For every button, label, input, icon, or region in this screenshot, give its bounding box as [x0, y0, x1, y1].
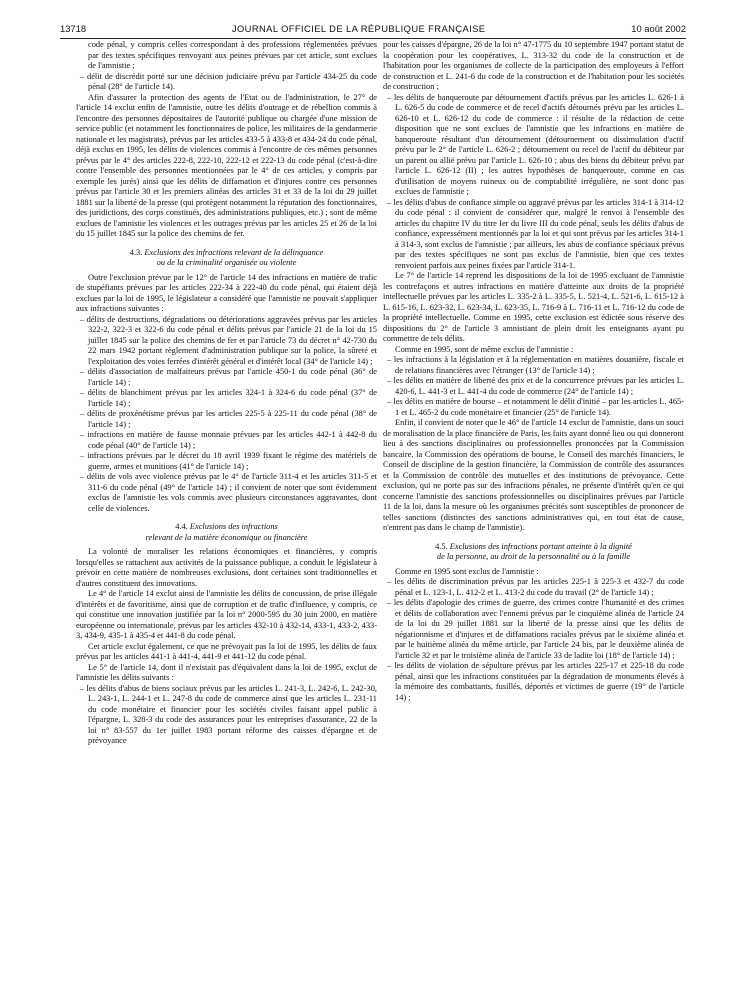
section-heading-4-4	[76, 522, 377, 543]
paragraph: La volonté de moraliser les relations économiques et financières, y compris lorsqu'elles se rattachent aux activités de la puissance publique, a conduit le législateur à prévoir en cette matière de nombreuses exclusions, dont certaines sont traditionnelles et d'autres constituent des innovations.	[76, 547, 377, 588]
right-column	[383, 40, 684, 980]
list-item: – infractions prévues par le décret du 18 avril 1939 fixant le régime des matériels de guerre, armes et munitions (41° de l'article 14) ;	[76, 451, 377, 472]
paragraph: Afin d'assurer la protection des agents de l'Etat ou de l'administration, le 27° de l'article 14 exclut enfin de l'amnistie, outre les délits d'outrage et de rébellion commis à l'encontre des personnes dépositaires de l'autorité publique ou chargée d'une mission de service public (et notamment les fonctionnaires de police, les militaires de la gendarmerie nationale et les magistrats), prévus par les articles 433-5 à 433-8 et 434-24 du code pénal, déjà exclus en 1995, les délits de violences commis à l'encontre de ces mêmes personnes prévus par le 4° des articles 222-8, 222-10, 222-12 et 222-13 du code pénal (c'est-à-dire contre l'ensemble des personnes mentionnées par le 4° de ces articles, y compris par exemple les jurés) ainsi que les délits de diffamation et d'injures contre ces personnes prévus par l'article 30 et les premiers alinéas des articles 31 et 33 de la loi du 29 juillet 1881 sur la liberté de la presse (qui protègent notamment la réputation des fonctionnaires, des juridictions, des corps constitués, des administrations publiques, etc.) ; sont de même exclues de l'amnistie les violences et les outrages prévus par les articles 25 et 26 de la loi du 15 juillet 1845 sur la police des chemins de fer.	[76, 92, 377, 238]
page-header	[60, 14, 686, 34]
left-column	[76, 40, 377, 980]
list-item: – délits de destructions, dégradations ou détériorations aggravées prévus par les articles 322-2, 322-3 et 322-6 du code pénal et délits prévus par l'article 21 de la loi du 15 juillet 1845 sur la police des chemins de fer et par l'article 73 du décret n° 42-730 du 22 mars 1942 portant règlement d'administration publique sur la police, la sûreté et l'exploitation des voies ferrées d'intérêt général et d'intérêt local (34° de l'article 14) ;	[76, 315, 377, 368]
section-number: 4.3.	[129, 247, 143, 257]
paragraph: Cet article exclut également, ce que ne prévoyait pas la loi de 1995, les délits de faux prévus par les articles 441-1 à 441-4, 441-9 et 441-12 du code pénal.	[76, 641, 377, 661]
section-title-line: Exclusions des infractions portant atteinte à la dignité	[449, 541, 632, 551]
section-title-line: relevant de la matière économique ou financière	[145, 532, 308, 542]
exclusion-list	[383, 93, 684, 272]
section-title-line: Exclusions des infractions	[189, 522, 278, 531]
exclusion-list	[76, 684, 377, 747]
list-item: – les délits d'apologie des crimes de guerre, des crimes contre l'humanité et des crimes et délits de collaboration avec l'ennemi prévus par le cinquième alinéa de l'article 24 de la loi du 29 juillet 1881 sur la liberté de la presse ainsi que les délits de négationnisme et d'injures et de diffamations raciales prévus par le sixième alinéa et par le huitième alinéa du même article, par l'article 24 bis, par le deuxième alinéa de l'article 32 et par le troisième alinéa de l'article 33 de ladite loi (18° de l'article 14) ;	[383, 598, 684, 661]
issue-date: 10 août 2002	[631, 23, 686, 34]
list-item: – les délits d'abus de confiance simple ou aggravé prévus par les articles 314-1 à 314-12 du code pénal : il convient de considérer que, malgré le renvoi à l'ensemble des articles du chapitre IV du titre Ier du livre III du code pénal, seuls les délits d'abus de confiance, expressément mentionnés par la loi et qui sont prévus par les articles 314-1 à 314-3, sont exclus de l'amnistie ; par ailleurs, les abus de confiance spéciaux prévus par des textes spécifiques ne sont pas exclus de l'amnistie, bien que ces textes renvoient parfois aux peines fixées par l'article 314-1.	[383, 198, 684, 272]
page-number: 13718	[60, 23, 87, 34]
paragraph: Le 5° de l'article 14, dont il n'existait pas d'équivalent dans la loi de 1995, exclut de l'amnistie les délits suivants :	[76, 662, 377, 682]
section-title-line: Exclusions des infractions relevant de la délinquance	[144, 247, 324, 257]
journal-title: JOURNAL OFFICIEL DE LA RÉPUBLIQUE FRANÇAISE	[231, 23, 486, 34]
paragraph: Le 7° de l'article 14 reprend les dispositions de la loi de 1995 excluant de l'amnistie les contrefaçons et autres infractions en matière d'atteinte aux droits de la propriété intellectuelle prévues par les articles L. 335-2 à L. 335-5, L. 521-4, L. 521-6, L. 615-12 à L. 615-16, L. 623-32, L. 623-34, L. 623-35, L. 716-9 à L. 716-11 et L. 716-12 du code de la propriété intellectuelle. Comme en 1995, cette exclusion est édictée sous réserve des dispositions du 2° de l'article 3 amnistiant de plein droit les enseignants ayant pu commettre de tels délits.	[383, 271, 684, 343]
section-title-line: de la personne, au droit de la personnalité ou à la famille	[436, 552, 631, 561]
exclusion-list	[383, 577, 684, 703]
list-item: – les délits en matière de bourse – et notamment le délit d'initié – par les articles L. 465-1 et L. 465-2 du code monétaire et financier (25° de l'article 14).	[383, 397, 684, 418]
list-item: – délits de proxénétisme prévus par les articles 225-5 à 225-11 du code pénal (38° de l'article 14) ;	[76, 409, 377, 430]
list-item: – les infractions à la législation et à la réglementation en matières douanière, fiscale et de relations financières avec l'étranger (13° de l'article 14) ;	[383, 355, 684, 376]
header-rule	[60, 38, 686, 39]
list-item: code pénal, y compris celles correspondant à des professions réglementées prévues par des textes spécifiques renvoyant aux peines prévues par cet article, sont exclues de l'amnistie ;	[88, 40, 377, 70]
list-item: – infractions en matière de fausse monnaie prévues par les articles 442-1 à 442-8 du code pénal (40° de l'article 14) ;	[76, 430, 377, 451]
exclusion-list	[383, 355, 684, 418]
list-item: – délits de vols avec violence prévus par le 4° de l'article 311-4 et les articles 311-5 et 311-6 du code pénal (49° de l'article 14) ; il convient de noter que sont évidemment exclus de l'amnistie les vols commis avec plusieurs circonstances aggravantes, dont celle de violences.	[76, 472, 377, 514]
list-item: – les délits de discrimination prévus par les articles 225-1 à 225-3 et 432-7 du code pénal et L. 123-1, L. 412-2 et L. 413-2 du code du travail (2° de l'article 14) ;	[383, 577, 684, 598]
exclusion-list	[76, 40, 377, 93]
paragraph: Comme en 1995, sont de même exclus de l'amnistie :	[395, 344, 574, 354]
section-number: 4.4.	[175, 522, 188, 531]
list-item: – délit de discrédit porté sur une décision judiciaire prévu par l'article 434-25 du code pénal (28° de l'article 14).	[76, 72, 377, 93]
list-item: – les délits de banqueroute par détournement d'actifs prévus par les articles L. 626-1 à L. 626-5 du code de commerce et de recel d'actifs détournés prévu par les articles L. 626-10 et L. 626-12 du code de commerce : il résulte de la rédaction de cette disposition que ne sont exclues de l'amnistie que les infractions en matière de banqueroute résultant d'un détournement (détournement ou dissimulation d'actif prévu par le 2° de l'article L. 626-2 ; détournement ou recel de l'actif du débiteur par un parent ou allié prévu par l'article L. 626-10 ; abus des biens du débiteur prévu par l'article L. 626-12 (II) ; les autres hypothèses de banqueroute, comme en cas d'utilisation de moyens ruineux ou de comptabilité irrégulière, ne sont donc pas exclues de l'amnistie ;	[383, 93, 684, 198]
list-item: – délits de blanchiment prévus par les articles 324-1 à 324-6 du code pénal (37° de l'article 14) ;	[76, 388, 377, 409]
paragraph: Enfin, il convient de noter que le 46° de l'article 14 exclut de l'amnistie, dans un souci de moralisation de la place financière de Paris, les faits ayant donné lieu ou qui donneront lieu à des sanctions disciplinaires ou professionnelles prononcées par la Commission bancaire, la Commission des opérations de bourse, le Conseil des marchés financiers, le Conseil de discipline de la gestion financière, la Commission de contrôle des assurances et la Commission de contrôle des mutuelles et des institutions de prévoyance. Cette exclusion, qui ne porte pas sur des infractions pénales, ne présente d'intérêt qu'en ce qui concerne l'amnistie des sanctions professionnelles ou disciplinaires prévues par l'article 11 de la loi, dans la mesure où les organismes précités sont susceptibles de prononcer de telles sanctions (distinctes des sanctions administratives qui, en tout état de cause, n'entrent pas dans le champ de l'amnistie).	[383, 418, 684, 532]
list-item: – délits d'association de malfaiteurs prévus par l'article 450-1 du code pénal (36° de l'article 14) ;	[76, 367, 377, 388]
list-item: – les délits en matière de liberté des prix et de la concurrence prévues par les articles L. 420-6, L. 441-3 et L. 441-4 du code de commerce (24° de l'article 14) ;	[383, 376, 684, 397]
paragraph: Le 4° de l'article 14 exclut ainsi de l'amnistie les délits de concussion, de prise illégale d'intérêts et de favoritisme, ainsi que de corruption et de trafic d'influence, y compris, ce qui constitue une innovation justifiée par la loi n° 2000-595 du 30 juin 2000, en matière européenne ou internationale, prévus par les articles 432-10 à 432-14, 433-1, 433-2, 433-3, 434-9, 435-1 à 435-4 et 441-8 du code pénal.	[76, 589, 377, 640]
paragraph: Comme en 1995 sont exclus de l'amnistie :	[395, 566, 539, 576]
list-item: – les délits d'abus de biens sociaux prévus par les articles L. 241-3, L. 242-6, L. 242-30, L. 243-1, L. 244-1 et L. 247-8 du code de commerce ainsi que les articles L. 231-11 du code monétaire et financier pour les sociétés civiles faisant appel public à l'épargne, L. 328-3 du code des assurances pour les entreprises d'assurance, 22 de la loi n° 83-557 du 1er juillet 1983 portant réforme des caisses d'épargne et de prévoyance	[76, 684, 377, 747]
section-heading-4-3	[76, 248, 377, 269]
paragraph: Outre l'exclusion prévue par le 12° de l'article 14 des infractions en matière de trafic de stupéfiants prévues par les articles 222-34 à 222-40 du code pénal, qui étaient déjà exclues par la loi de 1995, le législateur a considéré que l'amnistie ne pouvait s'appliquer aux infractions suivantes :	[76, 272, 377, 313]
section-number: 4.5.	[435, 541, 448, 551]
section-heading-4-5	[383, 542, 684, 563]
paragraph: pour les caisses d'épargne, 26 de la loi n° 47-1775 du 10 septembre 1947 portant statut de la coopération pour les coopératives, L. 313-32 du code de la construction et de l'habitation pour les organismes de collecte de la participation des employeurs à l'effort de construction et L. 241-6 du code de la construction et de l'habitation pour les sociétés de construction ;	[383, 40, 684, 91]
section-title-line: ou de la criminalité organisée ou violente	[156, 258, 297, 267]
exclusion-list	[76, 315, 377, 515]
list-item: – les délits de violation de sépulture prévus par les articles 225-17 et 225-18 du code pénal, ainsi que les infractions constituées par la dégradation de monuments élevés à la mémoire des combattants, fusillés, déportés et victimes de guerre (19° de l'article 14) ;	[383, 661, 684, 703]
